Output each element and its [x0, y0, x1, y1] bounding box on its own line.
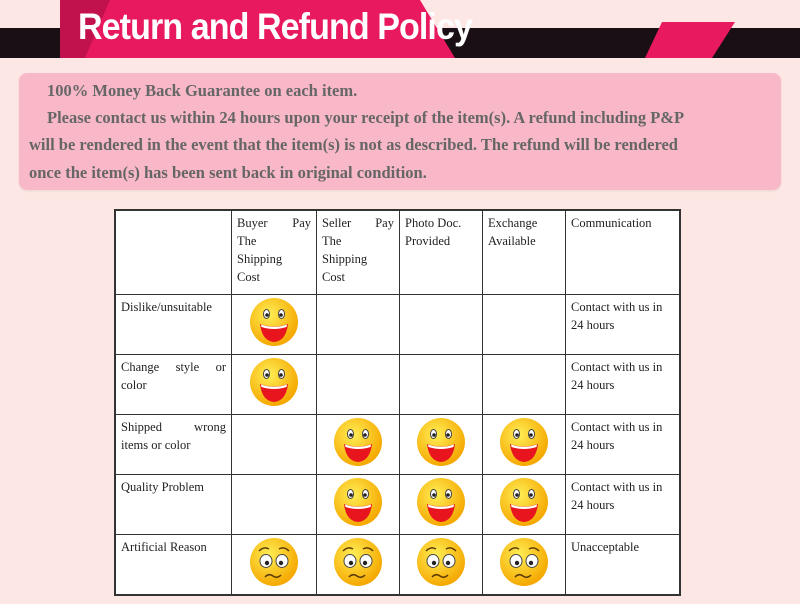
row-reason-cell: Artificial Reason — [116, 535, 232, 595]
cell-exchange — [483, 535, 566, 595]
header-communication: Communication — [566, 211, 680, 295]
cell-photo-doc — [400, 535, 483, 595]
notice-line-2: Please contact us within 24 hours upon your receipt of the item(s). A refund including P&P — [47, 108, 685, 127]
cell-photo-doc — [400, 415, 483, 475]
cell-photo-doc — [400, 475, 483, 535]
happy-face-icon — [248, 296, 300, 348]
row-reason-cell: Quality Problem — [116, 475, 232, 535]
happy-face-icon — [498, 416, 550, 468]
sad-face-icon — [498, 536, 550, 588]
table-row — [116, 415, 680, 475]
page-title: Return and Refund Policy — [78, 6, 473, 47]
notice-line-4: once the item(s) has been sent back in original condition. — [29, 163, 427, 182]
happy-face-icon — [415, 476, 467, 528]
happy-face-icon — [415, 416, 467, 468]
row-reason-cell: Dislike/unsuitable — [116, 295, 232, 355]
cell-photo-doc — [400, 295, 483, 355]
sad-face-icon — [332, 536, 384, 588]
cell-buyer-pay — [232, 295, 317, 355]
cell-exchange — [483, 355, 566, 415]
table-row — [116, 535, 680, 595]
row-reason-cell: Change style or color — [116, 355, 232, 415]
cell-exchange — [483, 295, 566, 355]
notice-line-3: will be rendered in the event that the item(s) is not as described. The refund will be rendered — [29, 135, 678, 154]
cell-seller-pay — [317, 475, 400, 535]
cell-photo-doc — [400, 355, 483, 415]
header-photo-doc: Photo Doc. Provided — [400, 211, 483, 295]
row-communication-cell: Contact with us in 24 hours — [566, 475, 680, 535]
header-empty-cell — [116, 211, 232, 295]
notice-line-1: 100% Money Back Guarantee on each item. — [47, 81, 358, 100]
cell-seller-pay — [317, 415, 400, 475]
happy-face-icon — [498, 476, 550, 528]
header-buyer-pay: Buyer Pay The Shipping Cost — [232, 211, 317, 295]
sad-face-icon — [415, 536, 467, 588]
row-communication-cell: Unacceptable — [566, 535, 680, 595]
happy-face-icon — [332, 476, 384, 528]
header-banner — [0, 0, 800, 60]
cell-seller-pay — [317, 295, 400, 355]
cell-exchange — [483, 415, 566, 475]
row-communication-cell: Contact with us in 24 hours — [566, 355, 680, 415]
table-row — [116, 355, 680, 415]
table-header-row — [116, 211, 680, 295]
row-reason-cell: Shipped wrong items or color — [116, 415, 232, 475]
row-communication-cell: Contact with us in 24 hours — [566, 415, 680, 475]
guarantee-notice — [19, 73, 781, 190]
happy-face-icon — [332, 416, 384, 468]
header-exchange: Exchange Available — [483, 211, 566, 295]
table-row — [116, 475, 680, 535]
cell-seller-pay — [317, 535, 400, 595]
sad-face-icon — [248, 536, 300, 588]
cell-buyer-pay — [232, 355, 317, 415]
policy-table — [115, 210, 680, 595]
cell-buyer-pay — [232, 535, 317, 595]
table-row — [116, 295, 680, 355]
header-seller-pay: Seller Pay The Shipping Cost — [317, 211, 400, 295]
cell-seller-pay — [317, 355, 400, 415]
cell-exchange — [483, 475, 566, 535]
row-communication-cell: Contact with us in 24 hours — [566, 295, 680, 355]
cell-buyer-pay — [232, 475, 317, 535]
happy-face-icon — [248, 356, 300, 408]
cell-buyer-pay — [232, 415, 317, 475]
